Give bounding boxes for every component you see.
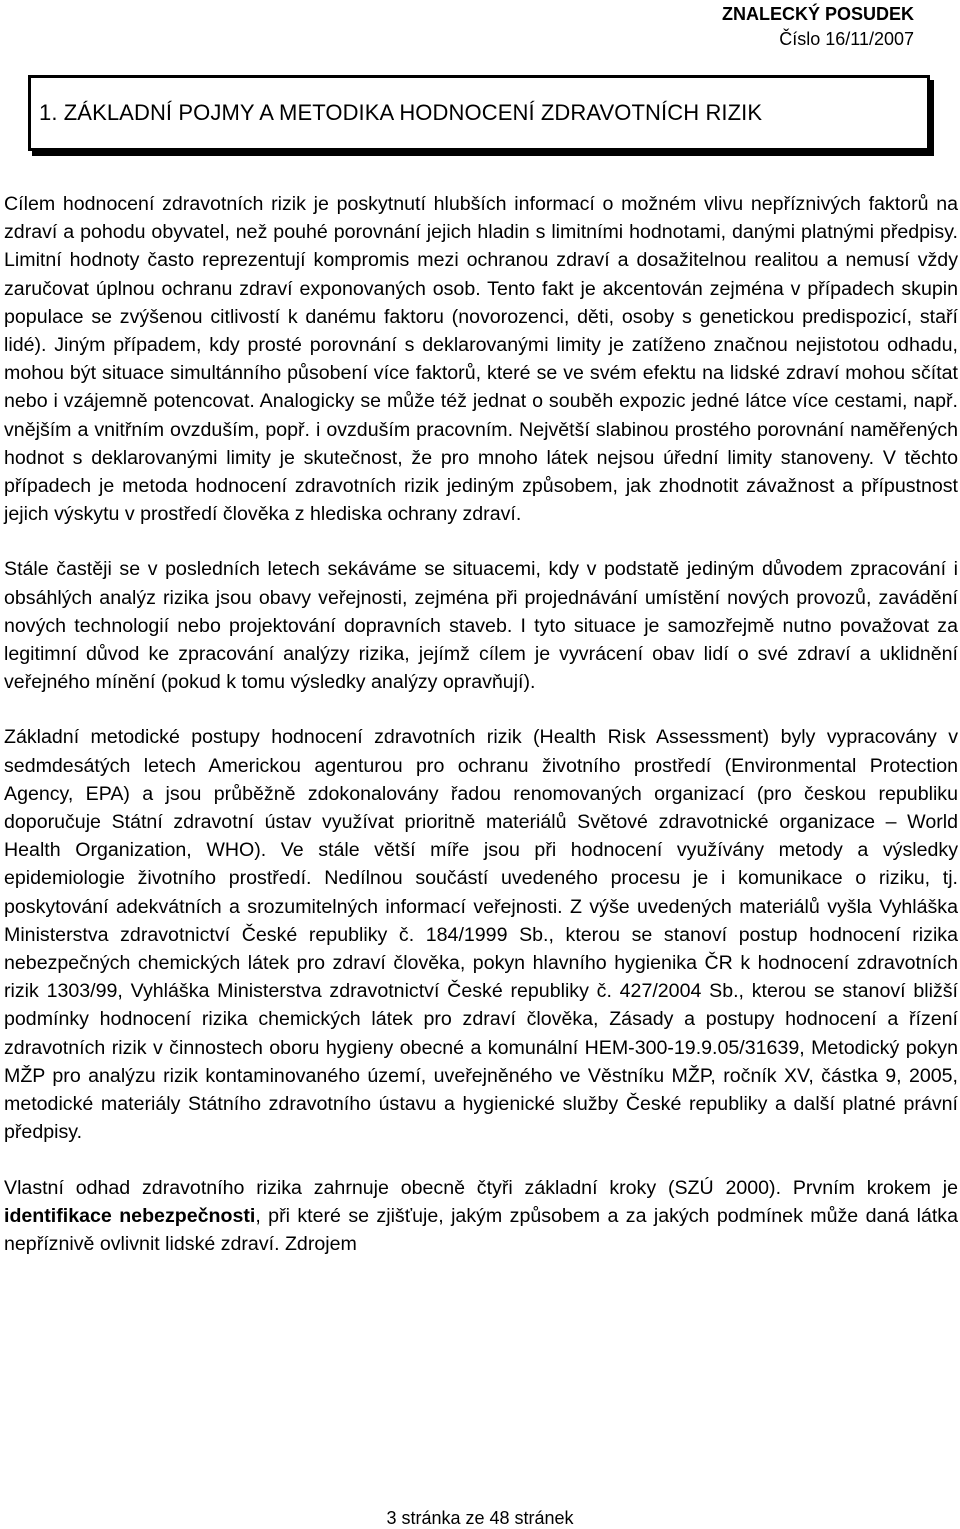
paragraph-4-start: Vlastní odhad zdravotního rizika zahrnuje obecně čtyři základní kroky (SZÚ 2000). Prvním krokem je [4,1176,958,1199]
paragraph-1: Cílem hodnocení zdravotních rizik je poskytnutí hlubších informací o možném vlivu nepříznivých faktorů na zdraví a pohodu obyvatel, než pouhé porovnání jejich hladin s limitními hodnotami, danými platnými předpisy. Limitní hodnoty často reprezentují kompromis mezi ochranou zdraví a dosažitelnou realitou a nemusí vždy zaručovat úplnou ochranu zdraví exponovaných osob. Tento fakt je akcentován zejména v případech skupin populace se zvýšenou citlivostí k danému faktoru (novorozenci, děti, osoby s genetickou predispozicí, staří lidé). Jiným případem, kdy prosté porovnání s deklarovanými limity je zatíženo značnou nejistotou odhadu, mohou být situace simultánního působení více faktorů, které se ve svém efektu na lidské zdraví mohou sčítat nebo i vzájemně potencovat. Analogicky se může též jednat o souběh expozic jedné látce více cestami, např. vnějším a vnitřním ovzduším, popř. i ovzduším pracovním. Největší slabinou prostého porovnání naměřených hodnot s deklarovanými limity je skutečnost, že pro mnoho látek nejsou úřední limity stanoveny. V těchto případech je metoda hodnocení zdravotních rizik jediným způsobem, jak zhodnotit závažnost a přípustnost jejich výskytu v prostředí člověka z hlediska ochrany zdraví. [4,193,958,526]
section-heading-box [28,75,930,151]
paragraph-4-end: , při které se zjišťuje, jakým způsobem a za jakých podmínek může daná látka nepříznivě ovlivnit lidské zdraví. Zdrojem [4,1204,958,1255]
page-header [722,2,914,52]
document-number: Číslo 16/11/2007 [779,29,914,49]
paragraph-4-bold-term: identifikace nebezpečnosti [4,1204,256,1227]
paragraph-2: Stále častěji se v posledních letech sekáváme se situacemi, kdy v podstatě jediným důvodem zpracování i obsáhlých analýz rizika jsou obavy veřejnosti, zejména při projednávání umístění nových provozů, zavádění nových technologií nebo projektování dopravních staveb. I tyto situace je samozřejmě nutno považovat za legitimní důvod ke zpracování analýzy rizika, jejímž cílem je vyvrácení obav lidí o své zdraví a uklidnění veřejného mínění (pokud k tomu výsledky analýzy opravňují). [4,558,958,694]
paragraph-4 [4,1174,958,1259]
section-title: 1. ZÁKLADNÍ POJMY A METODIKA HODNOCENÍ ZDRAVOTNÍCH RIZIK [39,100,763,125]
document-body [4,190,958,1285]
paragraph-3: Základní metodické postupy hodnocení zdravotních rizik (Health Risk Assessment) byly vypracovány v sedmdesátých letech Americkou agenturou pro ochranu životního prostředí (Environmental Protection Agency, EPA) a jsou průběžně zdokonalovány řadou renomovaných organizací (pro českou republiku doporučuje Státní zdravotní ústav využívat prioritně materiálů Světové zdravotnické organizace – World Health Organization, WHO). Ve stále větší míře jsou při hodnocení využívány metody a výsledky epidemiologie životního prostředí. Nedílnou součástí uvedeného procesu je i komunikace o riziku, tj. poskytování adekvátních a srozumitelných informací veřejnosti. Z výše uvedených materiálů vyšla Vyhláška Ministerstva zdravotnictví České republiky č. 184/1999 Sb., kterou se stanoví postup hodnocení rizika nebezpečných chemických látek pro zdraví člověka, pokyn hlavního hygienika ČR k hodnocení zdravotních rizik 1303/99, Vyhláška Ministerstva zdravotnictví České republiky č. 427/2004 Sb., kterou se stanoví bližší podmínky hodnocení rizika chemických látek pro zdraví člověka, Zásady a postupy hodnocení a řízení zdravotních rizik v činnostech oboru hygieny obecné a komunální HEM-300-19.9.05/31639, Metodický pokyn MŽP pro analýzu rizik kontaminovaného území, uveřejněného ve Věstníku MŽP, ročník XV, částka 9, 2005, metodické materiály Státního zdravotního ústavu a hygienické služby České republiky a další platné právní předpisy. [4,726,958,1144]
document-title: ZNALECKÝ POSUDEK [721,4,914,24]
page-footer: 3 stránka ze 48 stránek [386,1508,574,1528]
